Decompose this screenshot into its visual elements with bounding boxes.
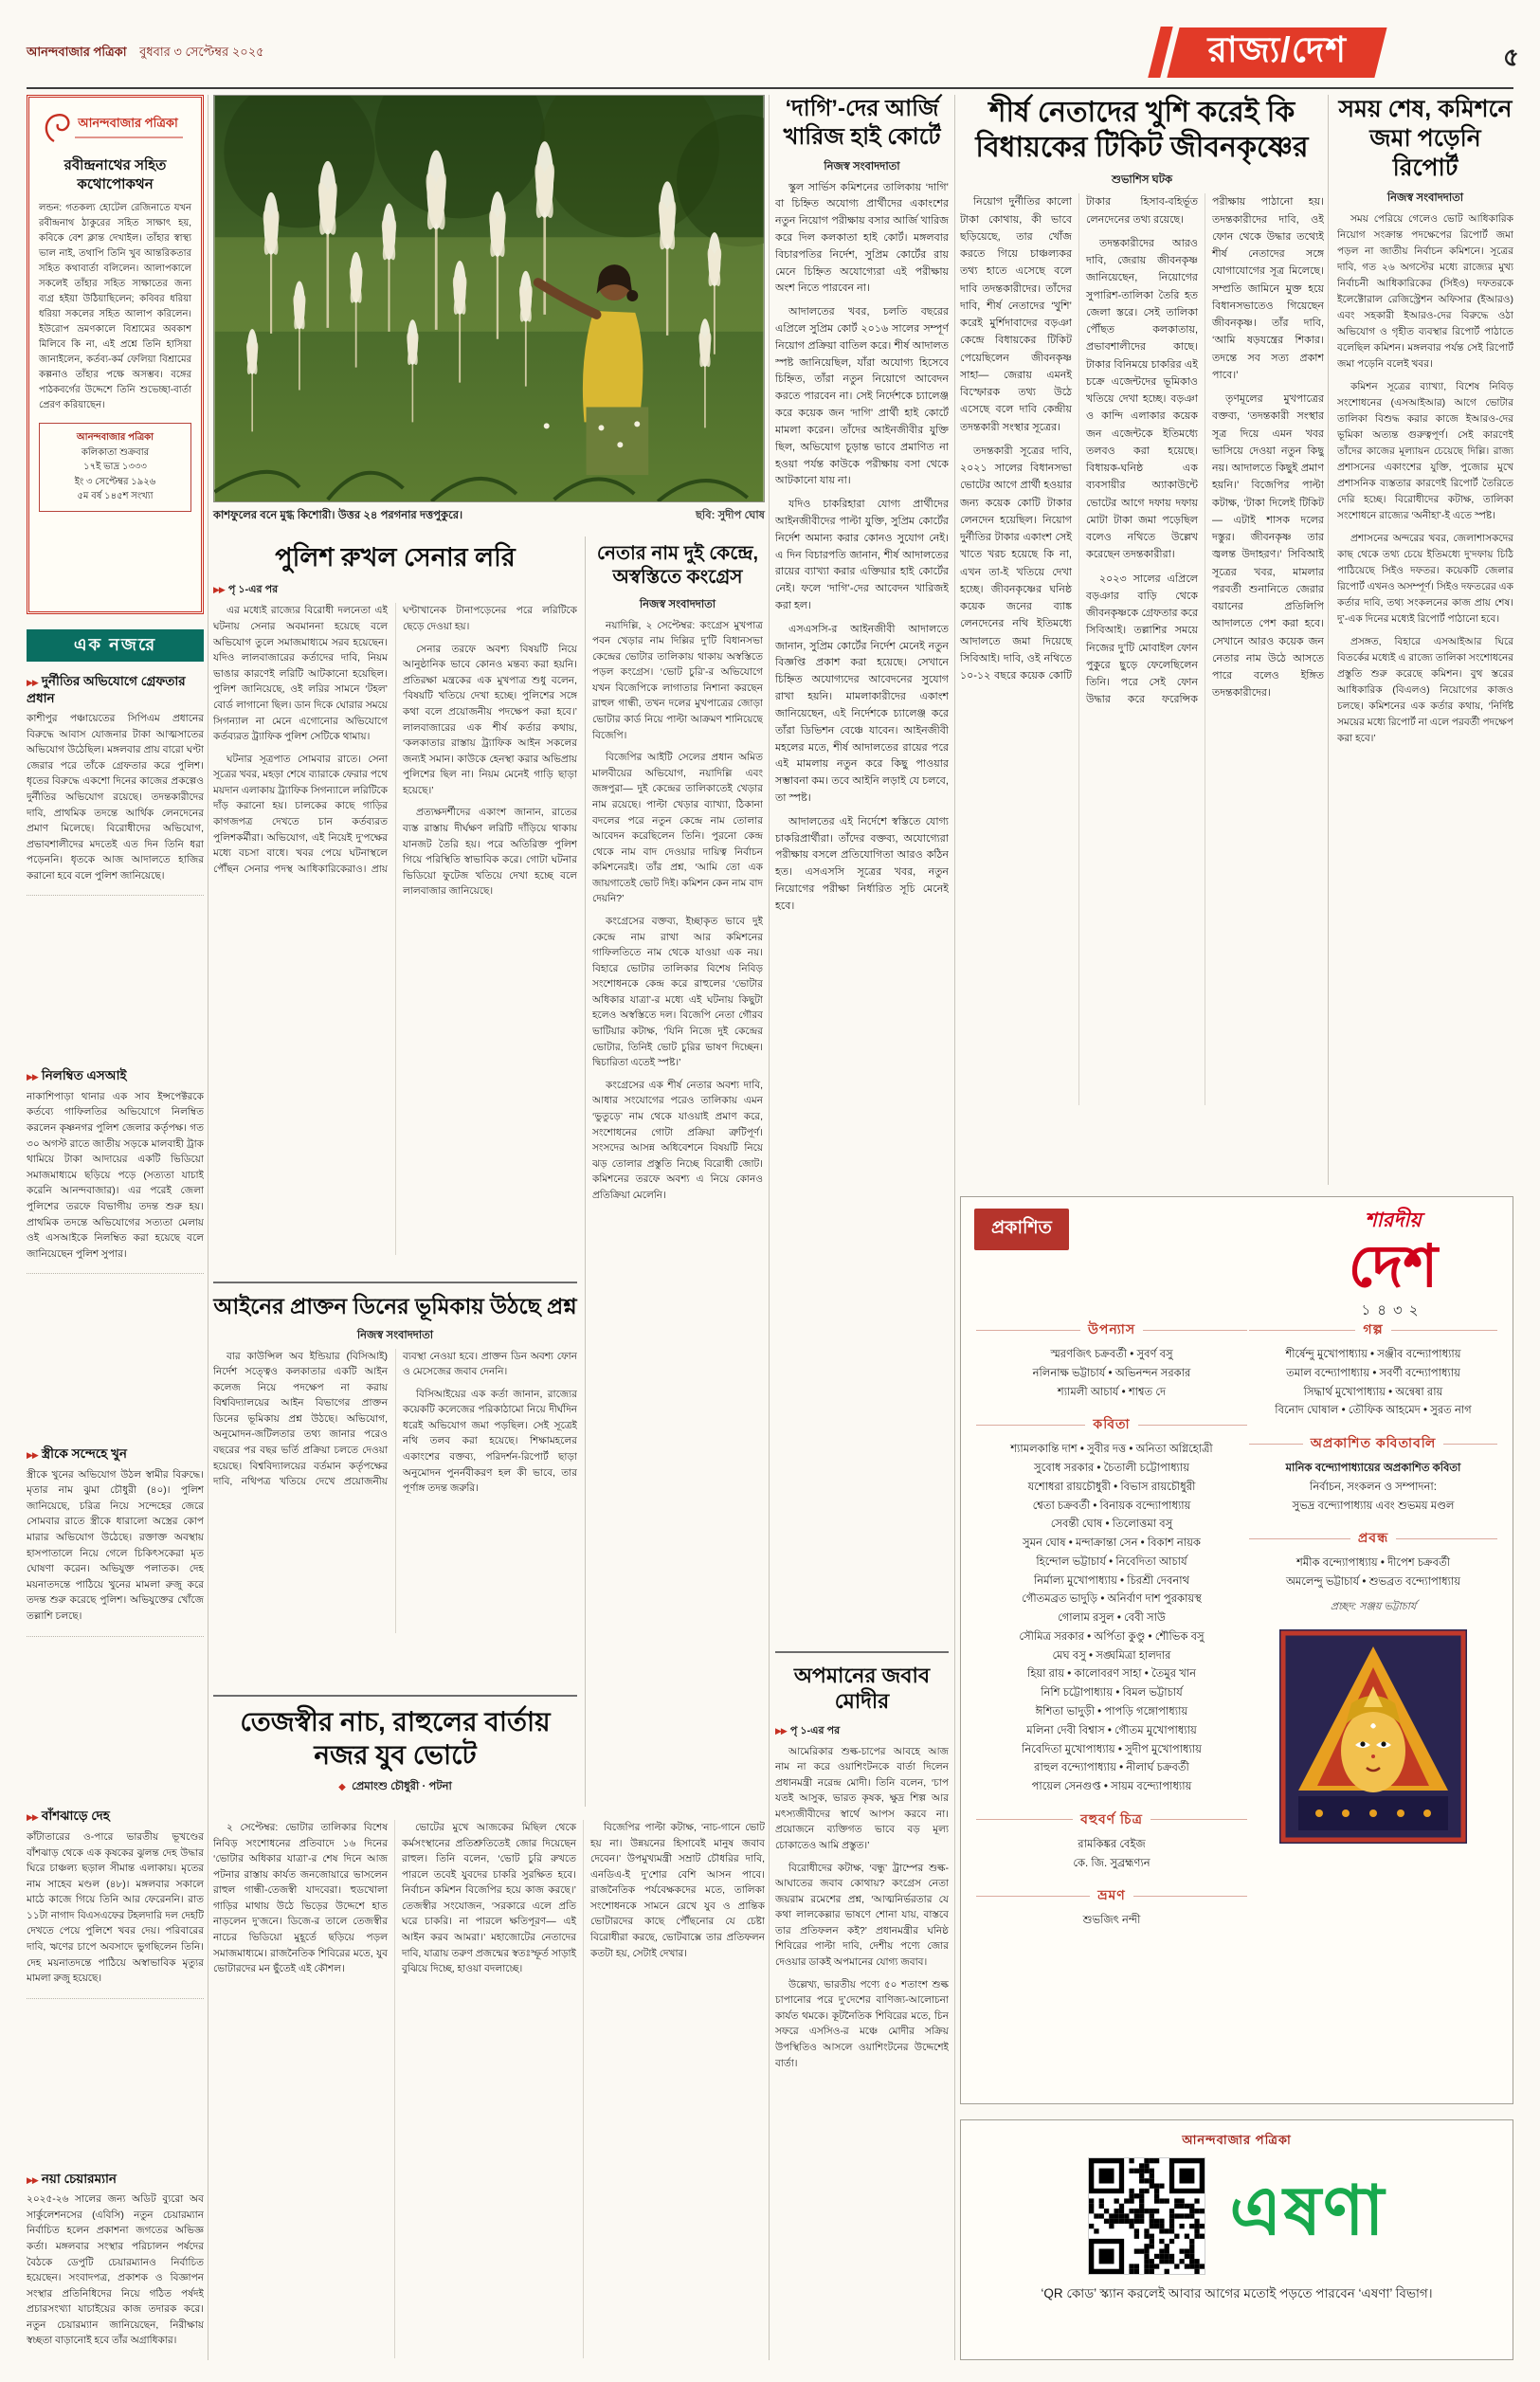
poet-entry: নিবেদিতা মুখোপাধ্যায় • সুদীপ মুখোপাধ্যায়	[1022, 1743, 1202, 1755]
archive-title: রবীন্দ্রনাথের সহিত কথোপোকথন	[63, 157, 167, 192]
byline: শুভাশিস ঘটক	[1111, 174, 1173, 187]
desh-magazine-ad[interactable]	[960, 1196, 1513, 2104]
article-paragraph: উল্লেখ্য, ভারতীয় পণ্যে ৫০ শতাংশ শুল্ক চাপানোর পরে দু’দেশের বাণিজ্য-আলোচনা কার্যত থমকে। কূটনৈতিক শিবিরের মতে, চিন সফরে এসসিও-র মঞ্চে মোদীর সক্রিয় উপস্থিতিও আসলে ওয়াশিংটনের উদ্দেশেই বার্তা।	[775, 1978, 949, 2069]
byline-author: প্রেমাংশু চৌধুরী	[352, 1781, 420, 1793]
news-brief	[27, 1065, 204, 1274]
brief-title-text: স্ত্রীকে সন্দেহে খুন	[41, 1446, 127, 1462]
lead-photo-block	[213, 95, 765, 525]
article-tejashwi-body	[213, 1820, 765, 2358]
article-paragraph: এর মধ্যেই রাজ্যের বিরোধী দলনেতা এই ঘটনায় সেনার অবমাননা হয়েছে বলে অভিযোগ তুলে সমাজমাধ্যমে সরব হয়েছেন। যদিও লালবাজারের কর্তাদের দাবি, নিয়ম ভাঙার কারণেই লরিটি আটকানো হয়েছিল। পুলিশ জানিয়েছে, ওই লরির সামনে ‘টহল’ বোর্ড লাগানো ছিল। ডান দিকে ঘোরার সময়ে সিগন্যাল না মেনে এগোনোর অভিযোগে কর্তব্যরত ট্র্যাফিক পুলিশ সেটিকে থামায়।	[213, 605, 388, 743]
desh-year: ১৪৩২	[1361, 1302, 1425, 1319]
section-title: গল্প	[1363, 1321, 1384, 1336]
poet-entry: যশোধরা রায়চৌধুরী • বিভাস রায়চৌধুরী	[1027, 1481, 1196, 1493]
desh-logo: দেশ	[1348, 1235, 1439, 1300]
section-title: উপন্যাস	[1087, 1321, 1136, 1336]
article-headline[interactable]: ‘দাগি’-দের আর্জি খারিজ হাই কোর্টে	[783, 96, 941, 150]
article-law-dean	[213, 1282, 577, 1633]
archive-flashback-box[interactable]	[27, 95, 204, 614]
archive-edition-line: ৫ম বর্ষ ১৪৫শ সংখ্যা	[77, 491, 154, 501]
archive-edition-box	[39, 423, 191, 512]
article-paragraph: প্রত্যক্ষদর্শীদের একাংশ জানান, রাতের ব্যস্ত রাস্তায় দীর্ঘক্ষণ লরিটি দাঁড়িয়ে থাকায় যানজট তৈরি হয়। পরে অতিরিক্ত পুলিশ গিয়ে পরিস্থিতি স্বাভাবিক করে। গোটা ঘটনার ভিডিয়ো ফুটেজ খতিয়ে দেখা হচ্ছে বলে লালবাজার জানিয়েছে।	[403, 807, 577, 898]
masthead-date: বুধবার ৩ সেপ্টেম্বর ২০২৫	[139, 45, 264, 59]
artist-entry: রামকিঙ্কর বেইজ	[1078, 1838, 1146, 1850]
column-rule	[954, 95, 955, 2360]
poem-list	[976, 1441, 1247, 1797]
article-body	[213, 1349, 577, 1633]
story-entry: তমাল বন্দ্যোপাধ্যায় • সবর্ণী বন্দ্যোপাধ্যায়	[1286, 1367, 1460, 1379]
article-paragraph: বিজেপির পাল্টা কটাক্ষ, ‘নাচ-গানে ভোট হয় না। উন্নয়নের হিসাবেই মানুষ জবাব দেবেন।’ উপমুখ্যমন্ত্রী সম্রাট চৌধরির দাবি, এনডিএ-ই দু’শোর বেশি আসন পাবে। রাজনৈতিক পর্যবেক্ষকদের মতে, তালিকা সংশোধনকে সামনে রেখে যুব ও প্রান্তিক ভোটারদের কাছে পৌঁছনোর যে চেষ্টা বিরোধীরা করছে, ভোটবাক্সে তার প্রতিফলন কতটা হয়, সেটাই দেখার।	[590, 1822, 765, 1959]
article-paragraph: সময় পেরিয়ে গেলেও ভোট আধিকারিক নিয়োগ সংক্রান্ত পদক্ষেপের রিপোর্ট জমা পড়ল না জাতীয় নির্বাচন কমিশনে। সূত্রের দাবি, গত ২৬ অগস্টের মধ্যে রাজ্যের মুখ্য নির্বাচনী আধিকারিকের (সিইও) দফতরকে ইলেক্টোরাল রেজিস্ট্রেশন অফিসার (ইআরও) এবং সহকারী ইআরও-দের বিরুদ্ধে ওঠা অভিযোগ ও গৃহীত ব্যবস্থার রিপোর্ট পাঠাতে বলেছিল কমিশন। মঙ্গলবার পর্যন্ত সেই রিপোর্ট জমা পড়েনি বলেই খবর।	[1337, 213, 1513, 370]
novel-list	[976, 1346, 1247, 1402]
photo-credit: ছবি: সুদীপ ঘোষ	[695, 510, 765, 521]
masthead-title: আনন্দবাজার পত্রিকা	[27, 45, 127, 59]
article-body	[775, 1744, 949, 2332]
essay-list	[1249, 1555, 1497, 1592]
article-paragraph: তৃণমূলের মুখপাত্রের বক্তব্য, ‘তদন্তকারী সংস্থার সূত্র দিয়ে এমন খবর ভাসিয়ে দেওয়া নতুন কিছু নয়। আদালতে কিছুই প্রমাণ হয়নি।’ বিজেপির পাল্টা কটাক্ষ, ‘টাকা দিলেই টিকিট— এটাই শাসক দলের দস্তুর। জীবনকৃষ্ণ তার জ্বলন্ত উদাহরণ।’ সিবিআই সূত্রের খবর, মামলার পরবর্তী শুনানিতে জেরার বয়ানের প্রতিলিপি আদালতে পেশ করা হবে। সেখানে আরও কয়েক জন নেতার নাম উঠে আসতে পারে বলেও ইঙ্গিত তদন্তকারীদের।	[1212, 393, 1324, 700]
briefs-section-title: এক নজরে	[73, 634, 157, 654]
article-paragraph: প্রসঙ্গত, বিহারে এসআইআর ঘিরে বিতর্কের মধ্যেই এ রাজ্যে তালিকা সংশোধনের প্রস্তুতি শুরু করেছে কমিশন। বুথ স্তরের আধিকারিক (বিএলও) নিয়োগের কাজও চলছে। কমিশনের এক কর্তার কথায়, ‘নির্দিষ্ট সময়ের মধ্যে রিপোর্ট না এলে পরবর্তী পদক্ষেপ করা হবে।’	[1337, 636, 1513, 744]
article-body	[960, 193, 1324, 1105]
novel-entry: শ্যামলী আচার্য • শাশ্বত দে	[1057, 1386, 1167, 1398]
byline: নিজস্ব সংবাদদাতা	[356, 1329, 434, 1341]
poet-entry: মলিনা দেবী বিশ্বাস • গৌতম মুখোপাধ্যায়	[1026, 1724, 1197, 1736]
desh-logo-block	[1298, 1205, 1488, 1323]
brief-marker-icon: ▶▶	[27, 2174, 38, 2185]
section-header-stories	[1249, 1318, 1497, 1341]
poet-entry: শ্বেতা চক্রবর্তী • বিনায়ক বন্দ্যোপাধ্যায়	[1032, 1500, 1191, 1512]
abp-brand-label: আনন্দবাজার পত্রিকা	[1182, 2133, 1292, 2147]
durga-artwork-wrap	[1249, 1629, 1497, 1848]
article-body	[775, 180, 949, 1517]
news-brief	[27, 1444, 204, 1636]
photo-caption	[213, 502, 765, 525]
byline: ◆ প্রেমাংশু চৌধুরী · পটনা	[338, 1781, 452, 1793]
article-paragraph: সেনার তরফে অবশ্য বিষয়টি নিয়ে আনুষ্ঠানিক ভাবে কোনও মন্তব্য করা হয়নি। প্রতিরক্ষা মন্ত্রকের এক মুখপাত্র শুধু বলেন, ‘বিষয়টি খতিয়ে দেখা হচ্ছে। পুলিশের সঙ্গে কথা বলে প্রয়োজনীয় পদক্ষেপ করা হবে।’ লালবাজারের এক শীর্ষ কর্তার কথায়, ‘কলকাতার রাস্তায় ট্র্যাফিক আইন সকলের জন্যই সমান। কাউকে হেনস্থা করার অভিপ্রায় পুলিশের ছিল না। নিয়ম মেনেই গাড়ি ছাড়া হয়েছে।’	[403, 643, 577, 796]
section-header-artplates	[976, 1809, 1247, 1831]
article-paragraph: আমেরিকার শুল্ক-চাপের আবহে আজ নাম না করে ওয়াশিংটনকে বার্তা দিলেন প্রধানমন্ত্রী নরেন্দ্র মোদী। তিনি বলেন, ‘চাপ যতই আসুক, ভারত কৃষক, ক্ষুদ্র শিল্প আর মৎস্যজীবীদের স্বার্থে আপস করবে না। প্রয়োজনে ব্যক্তিগত ভাবে বড় মূল্য চোকাতেও আমি প্রস্তুত।’	[775, 1745, 949, 1851]
header-rule	[27, 87, 1513, 89]
byline: নিজস্ব সংবাদদাতা	[824, 160, 900, 173]
section-banner-box	[1167, 27, 1386, 78]
byline: নিজস্ব সংবাদদাতা	[1386, 192, 1464, 204]
poet-entry: মেঘ বসু • সঙ্ঘমিত্রা হালদার	[1052, 1649, 1171, 1662]
article-tejashwi-head	[213, 1695, 577, 1800]
essay-entry: অমলেন্দু ভট্টাচার্য • শুভব্রত বন্দ্যোপাধ্যায়	[1285, 1576, 1461, 1589]
cover-credit: প্রচ্ছদ: সঞ্জয় ভট্টাচার্য	[1330, 1600, 1417, 1612]
article-paragraph: প্রশাসনের অন্দরের খবর, জেলাশাসকদের কাছ থেকে তথ্য চেয়ে ইতিমধ্যে দু’দফায় চিঠি পাঠিয়েছে সিইও দফতর। কয়েকটি জেলার রিপোর্ট এখনও অসম্পূর্ণ। সিইও দফতরের এক কর্তার দাবি, তথ্য সংকলনের কাজ প্রায় শেষ। দু’-এক দিনের মধ্যেই রিপোর্ট পাঠানো হবে।	[1337, 533, 1513, 625]
article-headline[interactable]: তেজস্বীর নাচ, রাহুলের বার্তায় নজর যুব ভোটে	[240, 1707, 551, 1770]
brief-headline[interactable]	[27, 1808, 204, 1825]
brief-body: কাশীপুর পঞ্চায়েতের সিপিএম প্রধানের বিরুদ্ধে আবাস যোজনার টাকা আত্মসাতের অভিযোগ উঠেছিল। মঙ্গলবার প্রায় বারো ঘণ্টা জেরার পরে তাঁকে গ্রেফতার করে পুলিশ। ধৃতের বিরুদ্ধে একশো দিনের কাজের প্রকল্পেও দুর্নীতির অভিযোগ রয়েছে। তদন্তকারীদের দাবি, প্রাথমিক তদন্তে আর্থিক লেনদেনের প্রমাণ মিলেছে। বিরোধীদের অভিযোগ, প্রভাবশালীদের মদতেই এত দিন তিনি ধরা পড়েননি। ধৃতকে আজ আদালতে হাজির করানো হবে বলে পুলিশ জানিয়েছে।	[27, 713, 204, 882]
article-headline[interactable]: পুলিশ রুখল সেনার লরি	[275, 543, 516, 572]
brief-title-text: দুর্নীতির অভিযোগে গ্রেফতার প্রধান	[27, 674, 186, 705]
novel-entry: নলিনাক্ষ ভট্টাচার্য • অভিনন্দন সরকার	[1032, 1367, 1191, 1379]
brief-title-text: নিলম্বিত এসআই	[41, 1068, 127, 1083]
unpublished-entry: সুভদ্র বন্দ্যোপাধ্যায় এবং শুভময় মণ্ডল	[1292, 1500, 1455, 1512]
unpublished-entry: মানিক বন্দ্যোপাধ্যায়ের অপ্রকাশিত কবিতা	[1285, 1463, 1461, 1475]
article-paragraph: তদন্তকারী সূত্রের দাবি, ২০২১ সালের বিধানসভা ভোটের আগে প্রার্থী হওয়ার জন্য কয়েক কোটি টাকার লেনদেন হয়েছিল। নিয়োগ দুর্নীতির টাকার একাংশ সেই খাতে খরচ হয়েছে কি না, এখন তা-ই খতিয়ে দেখা হচ্ছে। জীবনকৃষ্ণের ঘনিষ্ঠ কয়েক জনের ব্যাঙ্ক লেনদেনের নথি ইতিমধ্যে আদালতে জমা দিয়েছে সিবিআই। দাবি, ওই নথিতে ১০-১২ বছরে কয়েক কোটি টাকার হিসাব-বহির্ভূত লেনদেনের তথ্য রয়েছে।	[960, 196, 1198, 682]
column-rule	[585, 536, 586, 1807]
brief-marker-icon: ▶▶	[27, 678, 38, 687]
article-congress-voter	[592, 542, 763, 1746]
article-headline[interactable]: নেতার নাম দুই কেন্দ্রে, অস্বস্তিতে কংগ্রেস	[596, 543, 759, 588]
article-paragraph: ২ সেপ্টেম্বর: ভোটার তালিকার বিশেষ নিবিড় সংশোধনের প্রতিবাদে ১৬ দিনের ‘ভোটার অধিকার যাত্রা’-র শেষ দিনে আজ পটনার রাস্তায় কার্যত জনজোয়ারে ভাসলেন রাহুল গান্ধী-তেজস্বী যাদবেরা। হুডখোলা গাড়ির মাথায় উঠে ভিড়ের উদ্দেশে হাত নাড়লেন দু’জনে। ডিজে-র তালে তেজস্বীর নাচের ভিডিয়ো মুহূর্তে ছড়িয়ে পড়ল সমাজমাধ্যমে। রাজনৈতিক শিবিরের মতে, যুব ভোটারদের মন ছুঁতেই এই কৌশল।	[213, 1822, 388, 1975]
poet-entry: সেবন্তী ঘোষ • তিলোত্তমা বসু	[1050, 1518, 1173, 1531]
section-title: কবিতা	[1093, 1416, 1131, 1432]
archive-edition-line: ইং ৩ সেপ্টেম্বর ১৯২৬	[74, 476, 156, 487]
section-title: প্রবন্ধ	[1357, 1530, 1389, 1546]
qr-code[interactable]	[1088, 2157, 1205, 2275]
travel-list	[976, 1912, 1247, 1931]
eshona-description: ‘QR কোড’ স্ক্যান করলেই আবার আগের মতোই পড়তে পারবেন ‘এষণা’ বিভাগ।	[1041, 2286, 1433, 2300]
brief-marker-icon: ▶▶	[27, 1450, 38, 1461]
section-header-travel	[976, 1884, 1247, 1907]
byline: নিজস্ব সংবাদদাতা	[639, 598, 716, 610]
brief-headline[interactable]	[27, 1067, 204, 1084]
poet-entry: শ্যামলকান্তি দাশ • সুবীর দত্ত • অনিতা অগ্নিহোত্রী	[1010, 1444, 1213, 1456]
continued-from-label	[213, 581, 577, 599]
article-paragraph: কংগ্রেসের বক্তব্য, ইচ্ছাকৃত ভাবে দুই কেন্দ্রে নাম রাখা আর কমিশনের গাফিলতিতে নাম থেকে যাওয়া এক নয়। বিহারে ভোটার তালিকার বিশেষ নিবিড় সংশোধনকে কেন্দ্র করে রাহুলের ‘ভোটার অধিকার যাত্রা’-র মধ্যে এই ঘটনায় কিছুটা হলেও অস্বস্তিতে দল। বিজেপি নেতা গৌরব ভাটিয়ার কটাক্ষ, ‘যিনি নিজে দুই কেন্দ্রের ভোটার, তিনিই ভোট চুরির ভাষণ দিচ্ছেন। দ্বিচারিতা এতেই স্পষ্ট।’	[592, 916, 763, 1069]
brief-title-text: নয়া চেয়ারম্যান	[41, 2171, 117, 2186]
story-list	[1249, 1346, 1497, 1421]
brief-title-text: বাঁশঝাড়ে দেহ	[41, 1809, 110, 1824]
column-rule	[769, 95, 770, 2360]
article-mla-ticket	[960, 95, 1324, 1105]
brief-headline[interactable]	[27, 2171, 204, 2188]
archive-body: লন্ডন: গতকল্য হোটেল রেজিনাতে যখন রবীন্দ্রনাথ ঠাকুরের সহিত সাক্ষাৎ হয়, কবিকে বেশ ক্লান্ত দেখাইল। তাঁহার স্বাস্থ্য ভাল নাই, তথাপি তিনি খুব আন্তরিকতার সহিত কথাবার্তা বলিলেন। আলাপকালে সকলেই তাঁহার সহিত সাক্ষাতের জন্য ব্যগ্র হইয়া উঠিয়াছিলেন; কবিবর ধরিয়া ধরিয়া সকলের সহিত আলাপ করিলেন। ইউরোপ ভ্রমণকালে বিশ্রামের অবকাশ মিলিবে কি না, এই প্রশ্নে তিনি হাসিয়া জানাইলেন, কর্তব্য-কর্ম ফেলিয়া বিশ্রামের কল্পনাও তাঁহার পক্ষে অসম্ভব। বঙ্গের পাঠকবর্গের উদ্দেশে তিনি শুভেচ্ছা-বার্তা প্রেরণ করিয়াছেন।	[39, 203, 191, 410]
article-paragraph: আদালতের এই নির্দেশে স্বস্তিতে যোগ্য চাকরিপ্রার্থীরা। তাঁদের বক্তব্য, অযোগ্যেরা পরীক্ষায় বসলে প্রতিযোগিতা আরও কঠিন হত। এসএসসি সূত্রের খবর, নতুন নিয়োগের পরীক্ষা নির্ধারিত সূচি মেনেই হবে।	[775, 815, 949, 912]
unpublished-entry: নির্বাচন, সংকলন ও সম্পাদনা:	[1310, 1481, 1437, 1493]
eshona-ad[interactable]	[960, 2119, 1513, 2360]
section-banner	[1154, 27, 1381, 78]
article-paragraph: ২০২৩ সালের এপ্রিলে বড়ঞার বাড়ি থেকে জীবনকৃষ্ণকে গ্রেফতার করে সিবিআই। তল্লাশির সময়ে নিজের দু’টি মোবাইল ফোন পুকুরে ছুড়ে ফেলেছিলেন তিনি। পরে সেই ফোন উদ্ধার করে ফরেন্সিক পরীক্ষায় পাঠানো হয়। তদন্তকারীদের দাবি, ওই ফোন থেকে উদ্ধার তথ্যেই শীর্ষ নেতাদের সঙ্গে যোগাযোগের সূত্র মিলেছে। সম্প্রতি জামিনে মুক্ত হয়ে বিধানসভাতেও গিয়েছেন জীবনকৃষ্ণ। তাঁর দাবি, ‘আমি ষড়যন্ত্রের শিকার। তদন্তে সব সত্য প্রকাশ পাবে।’	[1086, 196, 1324, 706]
article-paragraph: নয়াদিল্লি, ২ সেপ্টেম্বর: কংগ্রেস মুখপাত্র পবন খেড়ার নাম দিল্লির দু’টি বিধানসভা কেন্দ্রের ভোটার তালিকায় থাকায় অস্বস্তিতে পড়ল কংগ্রেস। ‘ভোট চুরি’-র অভিযোগে যখন বিজেপিকে লাগাতার নিশানা করছেন রাহুল গান্ধী, তখন দলের মুখপাত্রের জোড়া ভোটার কার্ড নিয়ে পাল্টা আক্রমণ শানিয়েছে বিজেপি।	[592, 619, 763, 741]
brief-body: কাঁটাতারের ও-পারে ভারতীয় ভূখণ্ডের বাঁশঝাড় থেকে এক কৃষকের ঝুলন্ত দেহ উদ্ধার ঘিরে চাঞ্চল্য ছড়াল সীমান্ত এলাকায়। মৃতের নাম সাহেব মণ্ডল (৪৮)। মঙ্গলবার সকালে মাঠে কাজে গিয়ে তিনি আর ফেরেননি। রাত ১১টা নাগাদ বিএসএফের টহলদারি দল দেহটি দেখতে পেয়ে পুলিশে খবর দেয়। পরিবারের দাবি, ঋণের চাপে অবসাদে ভুগছিলেন তিনি। দেহ ময়নাতদন্তে পাঠিয়ে অস্বাভাবিক মৃত্যুর মামলা রুজু হয়েছে।	[27, 1830, 204, 1985]
travel-entry: শুভজিৎ নন্দী	[1082, 1915, 1141, 1927]
story-entry: সিদ্ধার্থ মুখোপাধ্যায় • অন্বেষা রায়	[1303, 1386, 1443, 1398]
news-brief	[27, 1806, 204, 1998]
article-paragraph: আদালতের খবর, চলতি বছরের এপ্রিলে সুপ্রিম কোর্ট ২০১৬ সালের সম্পূর্ণ নিয়োগ প্রক্রিয়া বাতিল করে। শীর্ষ আদালত স্পষ্ট জানিয়েছিল, যাঁরা অযোগ্য হিসেবে চিহ্নিত, তাঁরা নতুন নিয়োগে আবেদন করতে পারবেন না। সেই নির্দেশকে চ্যালেঞ্জ করে কয়েক জন ‘দাগি’ প্রার্থী হাই কোর্টে মামলা করেন। তাঁদের আইনজীবীর যুক্তি ছিল, অভিযোগ চূড়ান্ত ভাবে প্রমাণিত না হওয়া পর্যন্ত কাউকে পরীক্ষায় বসা থেকে আটকানো যায় না।	[775, 306, 949, 487]
continued-text: পৃ ১-এর পর	[789, 1724, 841, 1736]
byline-place: পটনা	[428, 1781, 452, 1793]
section-title: অপ্রকাশিত কবিতাবলি	[1310, 1435, 1437, 1451]
masthead	[27, 44, 264, 64]
eshona-logo: এষণা	[1229, 2173, 1386, 2249]
article-modi-reply	[775, 1651, 949, 2332]
desh-ad-left-column	[976, 1307, 1247, 1931]
brief-headline[interactable]	[27, 673, 204, 706]
essay-entry: শমীক বন্দ্যোপাধ্যায় • দীপেশ চক্রবর্তী	[1296, 1557, 1450, 1570]
article-police-lorry	[213, 542, 577, 1255]
briefs-section-header	[27, 629, 204, 662]
brief-body: স্ত্রীকে খুনের অভিযোগ উঠল স্বামীর বিরুদ্ধে। মৃতার নাম ঝুমা চৌধুরী (৪০)। পুলিশ জানিয়েছে, চরিত্র নিয়ে সন্দেহের জেরে সোমবার রাতে স্ত্রীকে ধারালো অস্ত্রের কোপ মারার অভিযোগ উঠেছে। রক্তাক্ত অবস্থায় হাসপাতালে নিয়ে গেলে চিকিৎসকেরা মৃত ঘোষণা করেন। অভিযুক্ত পলাতক। দেহ ময়নাতদন্তে পাঠিয়ে খুনের মামলা রুজু করে তদন্ত শুরু করেছে পুলিশ। অভিযুক্তের খোঁজে তল্লাশি চলছে।	[27, 1468, 204, 1622]
article-paragraph: স্কুল সার্ভিস কমিশনের তালিকায় ‘দাগি’ বা চিহ্নিত অযোগ্য প্রার্থীদের একাংশের নতুন নিয়োগ পরীক্ষায় বসার আর্জি খারিজ করে দিল কলকাতা হাই কোর্ট। মঙ্গলবার বিচারপতির নির্দেশ, সুপ্রিম কোর্টের রায় মেনে চিহ্নিত অযোগ্যেরা এই পরীক্ষায় অংশ নিতে পারবেন না।	[775, 181, 949, 295]
article-headline[interactable]: আইনের প্রাক্তন ডিনের ভূমিকায় উঠছে প্রশ্ন	[213, 1294, 577, 1318]
poet-entry: গৌতমব্রত ভাদুড়ি • অনির্বাণ দাশ পুরকায়স্থ	[1022, 1593, 1202, 1606]
section-header-essays	[1249, 1527, 1497, 1550]
article-headline[interactable]: সময় শেষ, কমিশনে জমা পড়েনি রিপোর্ট	[1338, 96, 1513, 181]
poet-entry: সুবোধ সরকার • চৈতালী চট্টোপাধ্যায়	[1034, 1463, 1189, 1475]
brief-headline[interactable]	[27, 1446, 204, 1463]
poet-entry: ঈশিতা ভাদুড়ী • পাপড়ি গঙ্গোপাধ্যায়	[1035, 1706, 1188, 1718]
article-commission-report	[1337, 95, 1513, 1102]
article-paragraph: এসএসসি-র আইনজীবী আদালতে জানান, সুপ্রিম কোর্টের নির্দেশ মেনেই নতুন বিজ্ঞপ্তি প্রকাশ করা হয়েছে। সেখানে চিহ্নিত অযোগ্যদের আবেদনের সুযোগ রাখা হয়নি। মামলাকারীদের একাংশ জানিয়েছেন, এই নির্দেশকে চ্যালেঞ্জ করে তাঁরা ডিভিশন বেঞ্চে যাবেন। আইনজীবী মহলের মতে, শীর্ষ আদালতের রায়ের পরে এই মামলায় নতুন করে কিছু পাওয়ার সম্ভাবনা কম। তবে আইনি লড়াই যে চলবে, তা স্পষ্ট।	[775, 623, 949, 804]
section-title: ভ্রমণ	[1097, 1887, 1126, 1903]
abp-archive-logo-icon	[39, 107, 194, 151]
archive-edition-line: ১৭ই ভাদ্র ১৩৩৩	[83, 462, 147, 472]
section-header-poems	[976, 1413, 1247, 1436]
article-paragraph: ঘটনার সূত্রপাত সোমবার রাতে। সেনা সূত্রের খবর, মহড়া শেষে ব্যারাকে ফেরার পথে ময়দান এলাকায় ট্র্যাফিক সিগন্যালে লরিটিকে দাঁড় করানো হয়। চালকের কাছে গাড়ির কাগজপত্র দেখতে চান কর্তব্যরত পুলিশকর্মীরা। অভিযোগ, এই নিয়েই দু’পক্ষের মধ্যে বচসা বাধে। খবর পেয়ে ঘটনাস্থলে পৌঁছন সেনার পদস্থ আধিকারিকেরাও। প্রায় ঘণ্টাখানেক টানাপড়েনের পরে লরিটিকে ছেড়ে দেওয়া হয়।	[213, 605, 577, 875]
article-body	[213, 603, 577, 1255]
article-headline[interactable]: শীর্ষ নেতাদের খুশি করেই কি বিধায়কের টিকিট জীবনকৃষ্ণের	[975, 97, 1309, 164]
durga-artwork	[1279, 1629, 1467, 1844]
abp-archive-logo-text: আনন্দবাজার পত্রিকা	[78, 116, 178, 130]
poet-entry: হিয়া রায় • কালোবরণ সাহা • তৈমুর খান	[1027, 1668, 1196, 1681]
story-entry: বিনোদ ঘোষাল • তৌফিক আহমেদ • সুরত নাগ	[1275, 1405, 1472, 1417]
sharodiyo-label: শারদীয়	[1365, 1209, 1422, 1231]
article-paragraph: নিয়োগ দুর্নীতির কালো টাকা কোথায়, কী ভাবে ছড়িয়েছে, তার খোঁজ করতে গিয়ে চাঞ্চল্যকর তথ্য হাতে এসেছে বলে দাবি তদন্তকারীদের। তাঁদের দাবি, শীর্ষ নেতাদের ‘খুশি’ করেই মুর্শিদাবাদের বড়ঞা কেন্দ্রে বিধায়কের টিকিট পেয়েছিলেন জীবনকৃষ্ণ সাহা— জেরায় এমনই বিস্ফোরক তথ্য উঠে এসেছে বলে দাবি কেন্দ্রীয় তদন্তকারী সংস্থার সূত্রের।	[960, 196, 1072, 433]
article-paragraph: ভোটের মুখে আজকের মিছিল থেকে কর্মসংস্থানের প্রতিশ্রুতিতেই জোর দিয়েছেন রাহুল। তিনি বলেন, ‘ভোট চুরি রুখতে পারলে তবেই যুবদের চাকরি সুরক্ষিত হবে। নির্বাচন কমিশন বিজেপির হয়ে কাজ করছে।’ তেজস্বীর সংযোজন, ‘সরকারে এলে প্রতি ঘরে চাকরি। না পারলে ক্ষতিপূরণ— এই আইন করব আমরা।’ মহাজোটের নেতাদের দাবি, যাত্রায় তরুণ প্রজন্মের স্বতঃস্ফূর্ত সাড়াই বুঝিয়ে দিচ্ছে, হাওয়া বদলাচ্ছে।	[402, 1822, 576, 1975]
desh-ad-right-column	[1249, 1307, 1497, 1848]
poet-entry: পায়েল সেনগুপ্ত • সায়ম বন্দ্যোপাধ্যায়	[1031, 1781, 1192, 1793]
byline-marker-icon: ◆	[338, 1782, 345, 1793]
poet-entry: সুমন ঘোষ • মন্দাক্রান্তা সেন • বিকাশ নায়ক	[1023, 1537, 1201, 1550]
brief-body: ২০২৫-২৬ সালের জন্য অডিট ব্যুরো অব সার্কুলেশনসের (এবিসি) নতুন চেয়ারম্যান নির্বাচিত হলেন প্রকাশনা জগতের অভিজ্ঞ কর্তা। মঙ্গলবার সংস্থার পরিচালন পর্ষদের বৈঠকে ডেপুটি চেয়ারম্যানও নির্বাচিত হয়েছেন। সংবাদপত্র, প্রকাশক ও বিজ্ঞাপন সংস্থার প্রতিনিধিদের নিয়ে গঠিত পর্ষদই প্রচারসংখ্যা যাচাইয়ের কাজ তদারক করে। নতুন চেয়ারম্যান জানিয়েছেন, নিরীক্ষায় স্বচ্ছতা বাড়ানোই হবে তাঁর অগ্রাধিকার।	[27, 2193, 204, 2347]
continued-text: পৃ ১-এর পর	[227, 584, 279, 596]
poet-entry: নিশি চট্টোপাধ্যায় • বিমল ভট্টাচার্য	[1041, 1687, 1183, 1700]
poet-entry: হিন্দোল ভট্টাচার্য • নিবেদিতা আচার্য	[1036, 1555, 1187, 1568]
published-tag: প্রকাশিত	[974, 1209, 1069, 1250]
article-paragraph: কমিশন সূত্রের ব্যাখ্যা, বিশেষ নিবিড় সংশোধনের (এসআইআর) আগে ভোটার তালিকা বিশুদ্ধ করার কাজে ইআরও-দের ভূমিকা অত্যন্ত গুরুত্বপূর্ণ। সেই কারণেই তাঁদের কাজের মূল্যায়ন চেয়েছে দিল্লি। রাজ্য প্রশাসনের একাংশের যুক্তি, পুজোর মুখে প্রশাসনিক ব্যস্ততার কারণেই রিপোর্ট তৈরিতে দেরি হচ্ছে। বিরোধীদের কটাক্ষ, তালিকা সংশোধনে রাজ্যের ‘অনীহা’-ই এতে স্পষ্ট।	[1337, 381, 1513, 521]
article-paragraph: কংগ্রেসের এক শীর্ষ নেতার অবশ্য দাবি, আধার সংযোগের পরেও তালিকায় এমন ‘ভুতুড়ে’ নাম থেকে যাওয়াই প্রমাণ করে, সংশোধনের গোটা প্রক্রিয়া ত্রুটিপূর্ণ। সংসদের আসন্ন অধিবেশনে বিষয়টি নিয়ে ঝড় তোলার প্রস্তুতি নিচ্ছে বিরোধী জোট। কমিশনের তরফে অবশ্য এ নিয়ে কোনও প্রতিক্রিয়া মেলেনি।	[592, 1079, 763, 1201]
article-body	[1337, 211, 1513, 1102]
unpublished-list	[1249, 1460, 1497, 1516]
brief-marker-icon: ▶▶	[27, 1812, 38, 1823]
column-rule	[1328, 95, 1329, 1185]
briefs-column	[27, 671, 204, 2360]
section-title: বহুবর্ণ চিত্র	[1080, 1810, 1143, 1827]
story-entry: শীর্ষেন্দু মুখোপাধ্যায় • সঞ্জীব বন্দ্যোপাধ্যায়	[1285, 1349, 1461, 1360]
section-header-novels	[976, 1318, 1247, 1341]
section-header-unpublished	[1249, 1432, 1497, 1455]
novel-entry: স্মরণজিৎ চক্রবর্তী • সুবর্ণ বসু	[1050, 1349, 1173, 1360]
page-number: ৫	[1503, 43, 1519, 71]
brief-body: নাকাশিপাড়া থানার এক সাব ইন্সপেক্টরকে কর্তব্যে গাফিলতির অভিযোগে নিলম্বিত করলেন কৃষ্ণনগর পুলিশ জেলার কর্তৃপক্ষ। গত ৩০ অগস্ট রাতে জাতীয় সড়কে মালবাহী ট্রাক থামিয়ে টাকা আদায়ের একটি ভিডিয়ো সমাজমাধ্যমে ছড়িয়ে পড়ে (সত্যতা যাচাই করেনি আনন্দবাজার)। এর পরেই জেলা পুলিশের তরফে বিভাগীয় তদন্ত শুরু হয়। প্রাথমিক তদন্তে অভিযোগের সত্যতা মেলায় ওই এসআইকে নিলম্বিত করা হয়েছে বলে জানিয়েছেন পুলিশ সুপার।	[27, 1090, 204, 1260]
poet-entry: গোলাম রসুল • বেবী সাউ	[1058, 1612, 1166, 1625]
article-headline[interactable]: অপমানের জবাব মোদীর	[793, 1664, 931, 1714]
article-paragraph: বিজেপির আইটি সেলের প্রধান অমিত মালবীয়ের অভিযোগ, নয়াদিল্লি এবং জঙ্গপুরা— দুই কেন্দ্রের তালিকাতেই খেড়ার নাম রয়েছে। পাল্টা খেড়ার ব্যাখ্যা, ঠিকানা বদলের পরে নতুন কেন্দ্রে নাম তোলার আবেদন করেছিলেন তিনি। পুরনো কেন্দ্র থেকে নাম বাদ দেওয়ার দায়িত্ব নির্বাচন কমিশনেরই। তাঁর প্রশ্ন, ‘আমি তো এক জায়গাতেই ভোট দিই। কমিশন কেন নাম বাদ দেয়নি?’	[592, 752, 763, 905]
poet-entry: নির্মাল্য মুখোপাধ্যায় • চিরশ্রী দেবনাথ	[1033, 1574, 1190, 1587]
news-brief	[27, 671, 204, 896]
archive-edition-line: আনন্দবাজার পত্রিকা	[76, 432, 154, 443]
article-paragraph: বিসিআইয়ের এক কর্তা জানান, রাজ্যের কয়েকটি কলেজের পরিকাঠামো নিয়ে দীর্ঘদিন ধরেই অভিযোগ জমা পড়ছিল। সেই সূত্রেই নথি তলব করা হয়েছে। শিক্ষামহলের একাংশের বক্তব্য, পরিদর্শন-রিপোর্ট ছাড়া অনুমোদন পুনর্নবীকরণ হল কী ভাবে, তার পূর্ণাঙ্গ তদন্ত জরুরি।	[403, 1388, 577, 1495]
continued-marker-icon: ▶▶	[213, 585, 225, 595]
artist-entry: কে. জি. সুব্রহ্মণ্যন	[1073, 1857, 1150, 1869]
brief-marker-icon: ▶▶	[27, 1072, 38, 1082]
article-body	[592, 618, 763, 1746]
article-paragraph: তদন্তকারীদের আরও দাবি, জেরায় জীবনকৃষ্ণ জানিয়েছেন, নিয়োগের সুপারিশ-তালিকা তৈরি হত জেলা স্তরে। সেই তালিকা পৌঁছত কলকাতায়, প্রভাবশালীদের কাছে। টাকার বিনিময়ে চাকরির এই চক্রে এজেন্টদের ভূমিকাও খতিয়ে দেখা হচ্ছে। বড়ঞা ও কান্দি এলাকার কয়েক জন এজেন্টকে ইতিমধ্যে তলবও করা হয়েছে। বিধায়ক-ঘনিষ্ঠ এক ব্যবসায়ীর অ্যাকাউন্টে ভোটের আগে দফায় দফায় মোটা টাকা জমা পড়েছিল বলেও নথিতে উল্লেখ করেছেন তদন্তকারীরা।	[1086, 237, 1198, 561]
article-paragraph: বার কাউন্সিল অব ইন্ডিয়ার (বিসিআই) নির্দেশ সত্ত্বেও কলকাতার একটি আইন কলেজ নিয়ে পদক্ষেপ না করায় বিশ্ববিদ্যালয়ের আইন বিভাগের প্রাক্তন ডিনের ভূমিকায় প্রশ্ন উঠছে। অভিযোগ, অনুমোদন-জটিলতার তথ্য জানার পরেও বছরের পর বছর ভর্তি প্রক্রিয়া চলতে দেওয়া হয়েছে। বিশ্ববিদ্যালয়ের বর্তমান কর্তৃপক্ষের দাবি, নথিপত্র খতিয়ে দেখে প্রয়োজনীয় ব্যবস্থা নেওয়া হবে। প্রাক্তন ডিন অবশ্য ফোন ও মেসেজের জবাব দেননি।	[213, 1350, 577, 1488]
news-brief	[27, 2169, 204, 2360]
continued-from-label	[775, 1722, 949, 1740]
continued-marker-icon: ▶▶	[775, 1725, 787, 1736]
kash-flower-photo[interactable]	[213, 95, 765, 502]
archive-edition-line: কলিকাতা শুক্রবার	[81, 446, 150, 458]
article-dagi-court	[775, 95, 949, 1517]
article-paragraph: যদিও চাকরিহারা যোগ্য প্রার্থীদের আইনজীবীদের পাল্টা যুক্তি, সুপ্রিম কোর্টের নির্দেশ অমান্য করার কোনও সুযোগ নেই। এ দিন বিচারপতি জানান, শীর্ষ আদালতের রায়ের ব্যাখ্যা করার এক্তিয়ার হাই কোর্টের নেই। ফলে ‘দাগি’-দের আবেদন খারিজই করা হল।	[775, 499, 949, 611]
section-banner-label: রাজ্য/দেশ	[1207, 29, 1348, 69]
artplate-list	[976, 1836, 1247, 1874]
article-paragraph: বিরোধীদের কটাক্ষ, ‘বন্ধু’ ট্রাম্পের শুল্ক-আঘাতের জবাব কোথায়? কংগ্রেস নেতা জয়রাম রমেশের প্রশ্ন, ‘আত্মনির্ভরতার যে কথা লালকেল্লার ভাষণে শোনা যায়, বাস্তবে তার প্রতিফলন কই?’ প্রধানমন্ত্রীর ঘনিষ্ঠ শিবিরের পাল্টা দাবি, দেশীয় পণ্যে জোর দেওয়ার ডাকই অপমানের যোগ্য জবাব।	[775, 1862, 949, 1969]
poet-entry: রাহুল বন্দ্যোপাধ্যায় • নীলার্ঘ চক্রবর্তী	[1034, 1762, 1189, 1774]
poet-entry: সৌমিত্র সরকার • অর্পিতা কুণ্ডু • শৌভিক বসু	[1019, 1630, 1205, 1643]
photo-caption-text: কাশফুলের বনে মুগ্ধ কিশোরী। উত্তর ২৪ পরগনার দত্তপুকুরে।	[213, 510, 463, 521]
